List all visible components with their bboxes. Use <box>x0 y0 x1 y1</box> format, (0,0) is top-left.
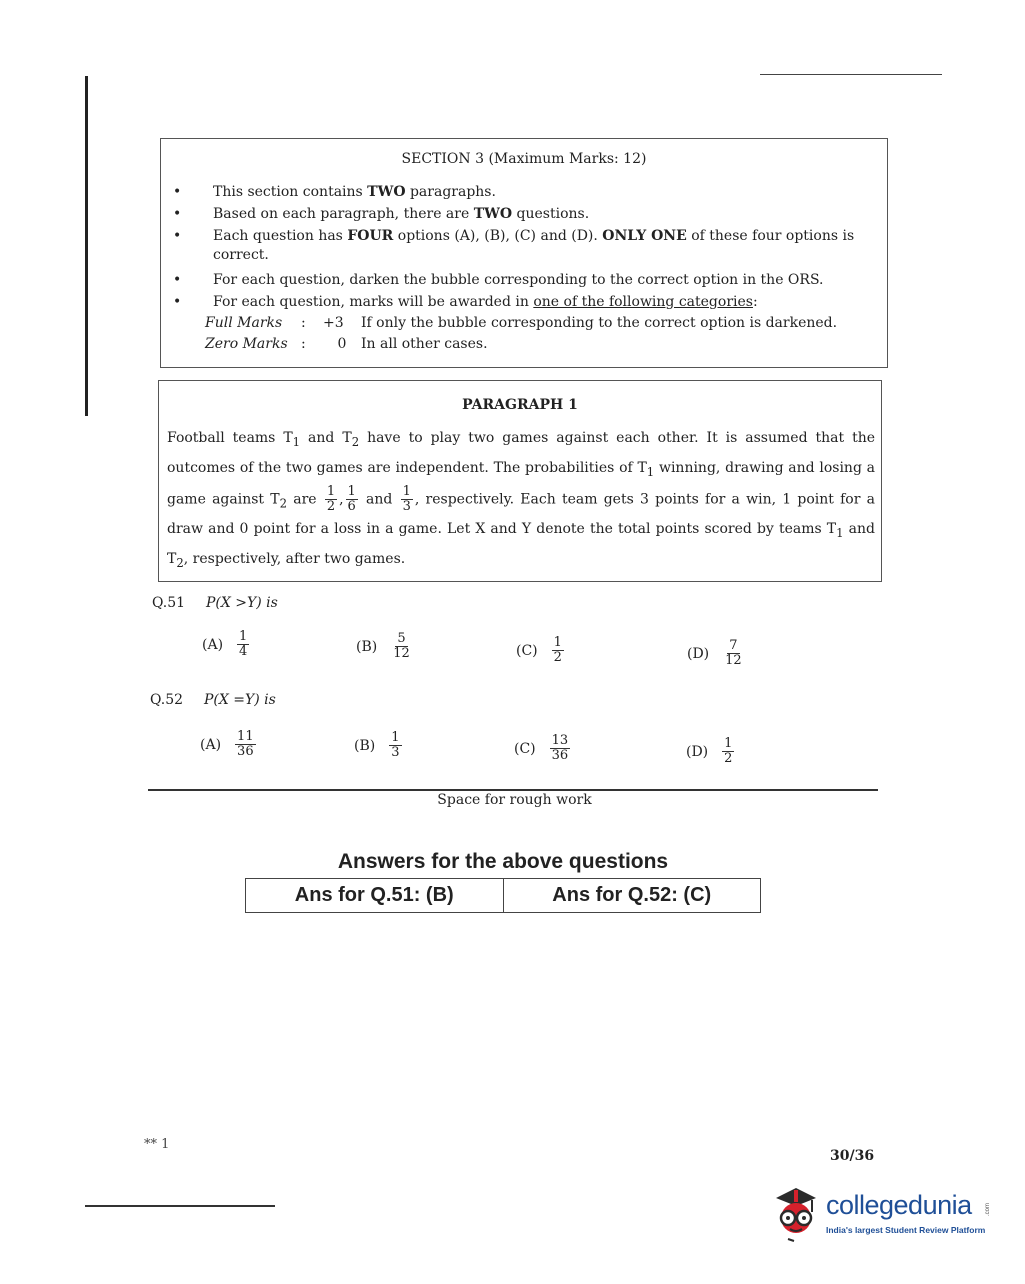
q52-option-b[interactable]: (B) $\frac{1}{3}$ <box>354 730 400 760</box>
instruction-item: • Based on each paragraph, there are TWO questions. <box>169 203 879 225</box>
q51-option-d[interactable]: (D) $\frac{7}{12}$ <box>687 638 742 668</box>
instruction-list <box>169 181 879 355</box>
collegedunia-logo-text: collegedunia <box>826 1190 972 1220</box>
question-52: Q.52 P(X =Y) is <box>150 692 276 708</box>
top-right-rule <box>760 74 942 75</box>
question-51: Q.51 P(X >Y) is <box>152 595 278 611</box>
rough-work-rule <box>148 789 878 791</box>
collegedunia-logo-icon <box>768 1182 824 1242</box>
paragraph-title: PARAGRAPH 1 <box>462 397 578 413</box>
bullet-icon: • <box>173 184 182 200</box>
q52-option-c[interactable]: (C) $\frac{13}{36}$ <box>514 733 569 763</box>
rough-work-label: Space for rough work <box>437 792 592 808</box>
bullet-icon: • <box>173 294 182 310</box>
fraction: $\frac{1}{2}$ <box>326 483 336 514</box>
answers-title: Answers for the above questions <box>337 850 669 873</box>
q52-option-a[interactable]: (A) $\frac{11}{36}$ <box>200 729 254 759</box>
fraction: $\frac{1}{3}$ <box>402 483 411 514</box>
q51-option-c[interactable]: (C) $\frac{1}{2}$ <box>516 635 562 665</box>
left-margin-rule <box>85 76 88 416</box>
bullet-icon: • <box>173 228 182 244</box>
marks-row-full: Full Marks : +3 If only the bubble corresponding to the correct option is darkened. <box>205 315 838 331</box>
instruction-item: • For each question, darken the bubble corresponding to the correct option in the ORS. <box>169 269 879 291</box>
logo-tagline: India's largest Student Review Platform <box>826 1225 986 1235</box>
q51-option-b[interactable]: (B) $\frac{5}{12}$ <box>356 631 410 661</box>
marks-row-zero: Zero Marks : 0 In all other cases. <box>205 336 488 352</box>
bullet-icon: • <box>173 272 182 288</box>
footer-mark: ** 1 <box>144 1137 170 1152</box>
bottom-left-rule <box>85 1205 275 1207</box>
answer-q52: Ans for Q.52: (C) <box>503 879 761 912</box>
answer-q51: Ans for Q.51: (B) <box>294 884 454 906</box>
q51-option-a[interactable]: (A) $\frac{1}{4}$ <box>202 629 248 659</box>
answers-table <box>245 878 761 913</box>
instruction-item: • For each question, marks will be awarded in one of the following categories: <box>169 291 879 313</box>
page-number: 30/36 <box>830 1148 875 1164</box>
instruction-item: • Each question has FOUR options (A), (B), (C) and (D). ONLY ONE of these four options is correct. <box>169 227 879 265</box>
q52-option-d[interactable]: (D) $\frac{1}{2}$ <box>686 736 733 766</box>
logo-domain: .com <box>985 1203 991 1217</box>
fraction: $\frac{1}{6}$ <box>347 483 356 514</box>
section-instructions-box <box>160 138 888 368</box>
section-title: SECTION 3 (Maximum Marks: 12) <box>401 151 647 167</box>
instruction-item: • This section contains TWO paragraphs. <box>169 181 879 203</box>
paragraph-text: Football teams $T_1$ and $T_2$ have to play two games against each other. It is assumed that the outcomes of the two games are independent. The probabilities of $T_1$ winning, drawing and losing a game against $T_2$ are $\frac{1}{2}$ , $\frac{1}{6}$ and $\frac{1}{3}$ , respectively. Each team gets 3 points for a win, 1 point for a draw and 0 point for a loss in a game. Let X and Y denote the total points scored by teams $T_1$ and $T_2$, respectively, after two games. <box>167 430 876 570</box>
paragraph-box <box>158 380 882 582</box>
bullet-icon: • <box>173 206 182 222</box>
